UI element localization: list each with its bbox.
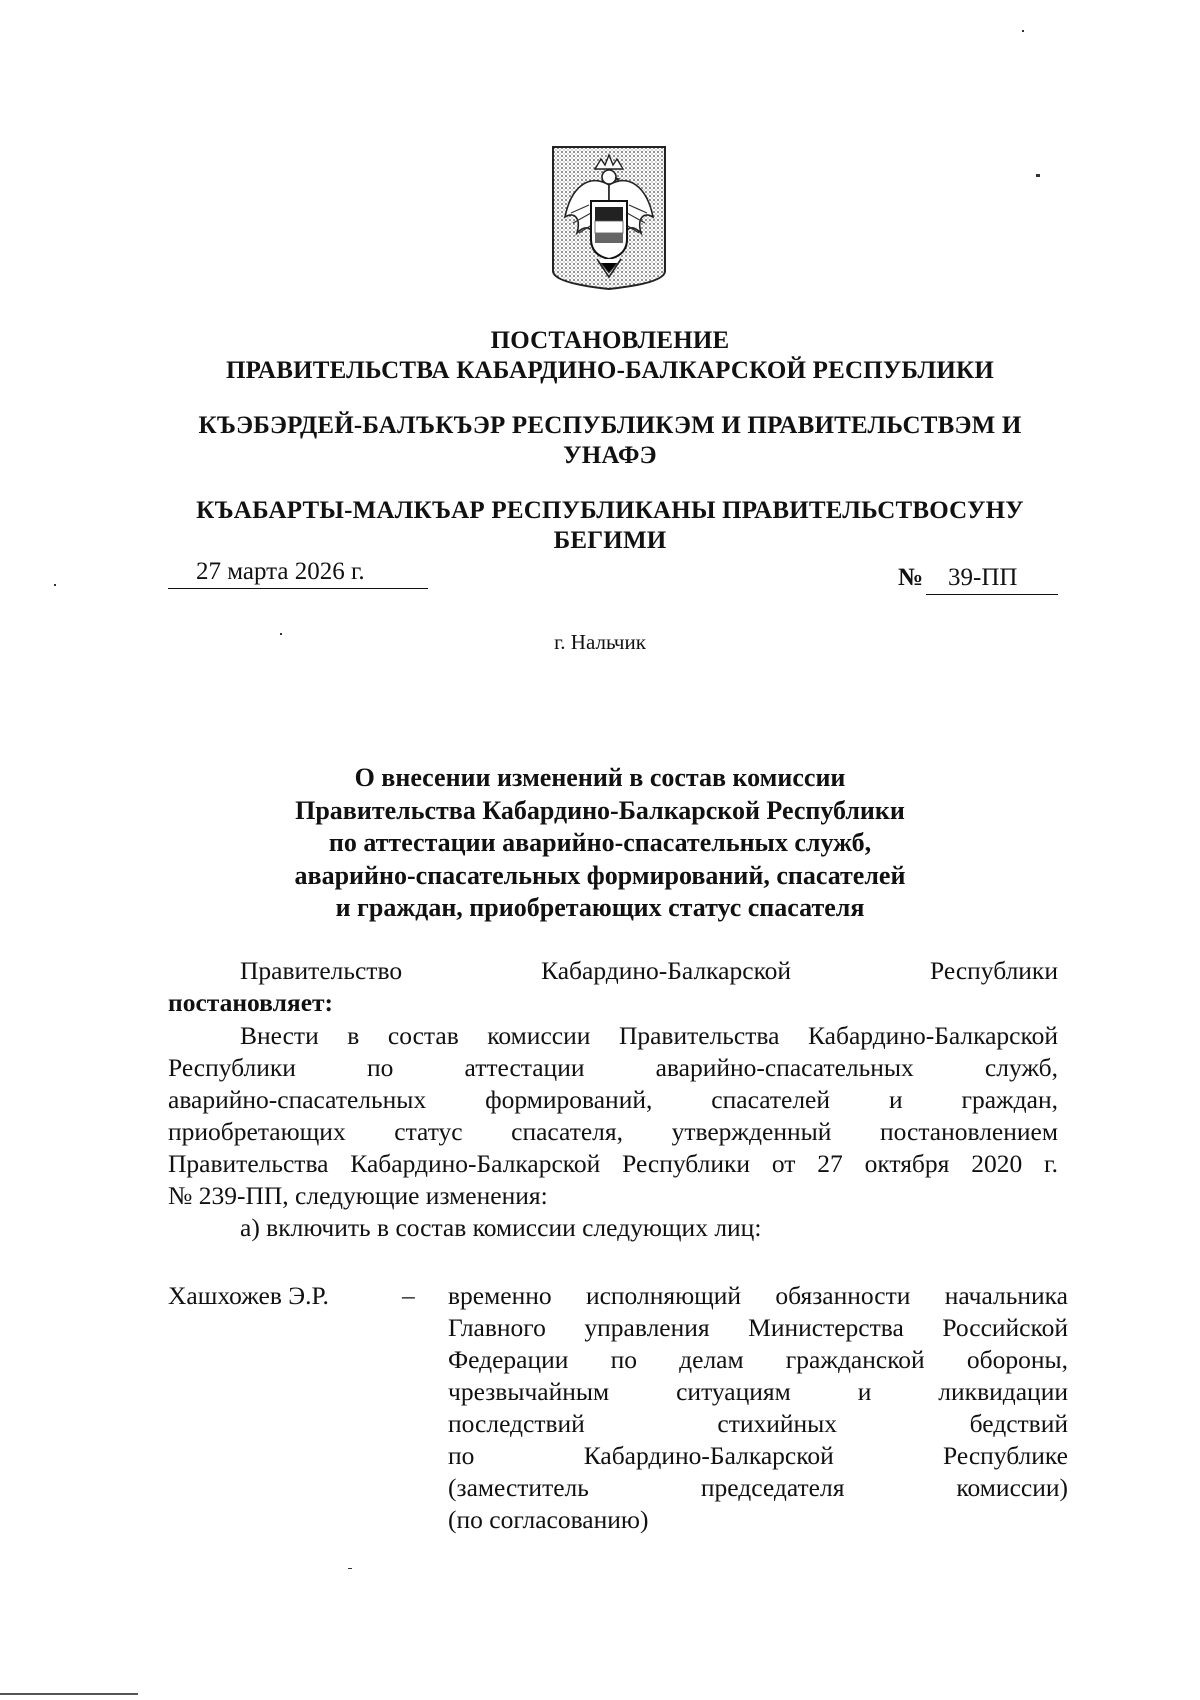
header-balkar: [180, 496, 1040, 556]
document-number: [898, 562, 1058, 596]
header-balkar-line1: КЪАБАРТЫ-МАЛКЪАР РЕСПУБЛИКАНЫ ПРАВИТЕЛЬСТВОСУНУ: [196, 497, 1024, 524]
title-line: по аттестации аварийно-спасательных служб,: [328, 828, 872, 857]
paragraph-line: № 239-ПП, следующие изменения:: [168, 1181, 548, 1210]
title-line: Правительства Кабардино-Балкарской Республики: [295, 795, 905, 825]
footer-rule: [0, 1693, 138, 1695]
title-line: О внесении изменений в состав комиссии: [354, 763, 846, 792]
description-line: Федерации по делам гражданской обороны,: [448, 1345, 1068, 1374]
scan-speck: [280, 633, 282, 635]
description-line: последствий стихийных бедствий: [448, 1409, 1068, 1438]
header-government-name: ПРАВИТЕЛЬСТВА КАБАРДИНО-БАЛКАРСКОЙ РЕСПУБЛИКИ: [226, 357, 994, 384]
scan-speck: [54, 584, 56, 586]
coat-of-arms-emblem: [549, 143, 669, 291]
title-line: и граждан, приобретающих статус спасателя: [335, 893, 865, 922]
decree-intro-row: [168, 955, 1058, 987]
header-decree-word: ПОСТАНОВЛЕНИЕ: [490, 327, 730, 354]
scan-speck: [1036, 174, 1040, 177]
document-city: г. Нальчик: [554, 630, 646, 654]
paragraph-line: Правительства Кабардино-Балкарской Республики от 27 октября 2020 г.: [168, 1149, 1058, 1178]
description-line: (по согласованию): [448, 1505, 649, 1534]
gov-word: Республики: [930, 956, 1058, 985]
title-line: аварийно-спасательных формирований, спасателей: [294, 860, 906, 890]
member-name: Хашхожев Э.Р.: [168, 1281, 329, 1310]
number-sign: №: [898, 564, 924, 591]
description-line: (заместитель председателя комиссии): [448, 1473, 1068, 1502]
member-dash: –: [402, 1281, 415, 1310]
gov-word: Кабардино-Балкарской: [541, 956, 792, 985]
header-kabardian: [180, 411, 1040, 471]
gov-word: Правительство: [240, 956, 403, 985]
scan-speck: [348, 1568, 352, 1569]
member-description: [448, 1280, 1068, 1536]
description-line: временно исполняющий обязанности начальника: [448, 1281, 1068, 1310]
scan-speck: [1022, 30, 1024, 32]
number-value: 39-ПП: [926, 562, 1058, 595]
document-title: [240, 762, 960, 925]
description-line: чрезвычайным ситуациям и ликвидации: [448, 1377, 1068, 1406]
paragraph-line: аварийно-спасательных формирований, спасателей и граждан,: [168, 1085, 1058, 1114]
main-paragraph: [168, 1020, 1058, 1244]
description-line: Главного управления Министерства Российской: [448, 1313, 1068, 1342]
document-header: [160, 326, 1060, 386]
paragraph-line: Внести в состав комиссии Правительства Кабардино-Балкарской: [240, 1021, 1058, 1050]
header-kabardian-line2: УНАФЭ: [563, 442, 657, 469]
list-item-a: а) включить в состав комиссии следующих лиц:: [240, 1213, 762, 1242]
document-date: 27 марта 2026 г.: [168, 556, 428, 589]
paragraph-line: Республики по аттестации аварийно-спасательных служб,: [168, 1053, 1058, 1082]
description-line: по Кабардино-Балкарской Республике: [448, 1441, 1068, 1470]
header-balkar-line2: БЕГИМИ: [553, 527, 667, 554]
paragraph-line: приобретающих статус спасателя, утвержденный постановлением: [168, 1117, 1058, 1146]
header-kabardian-line1: КЪЭБЭРДЕЙ-БАЛЪКЪЭР РЕСПУБЛИКЭМ И ПРАВИТЕЛЬСТВЭМ И: [198, 412, 1022, 439]
decree-intro: [168, 955, 1058, 1019]
decree-verb: постановляет:: [168, 988, 334, 1017]
